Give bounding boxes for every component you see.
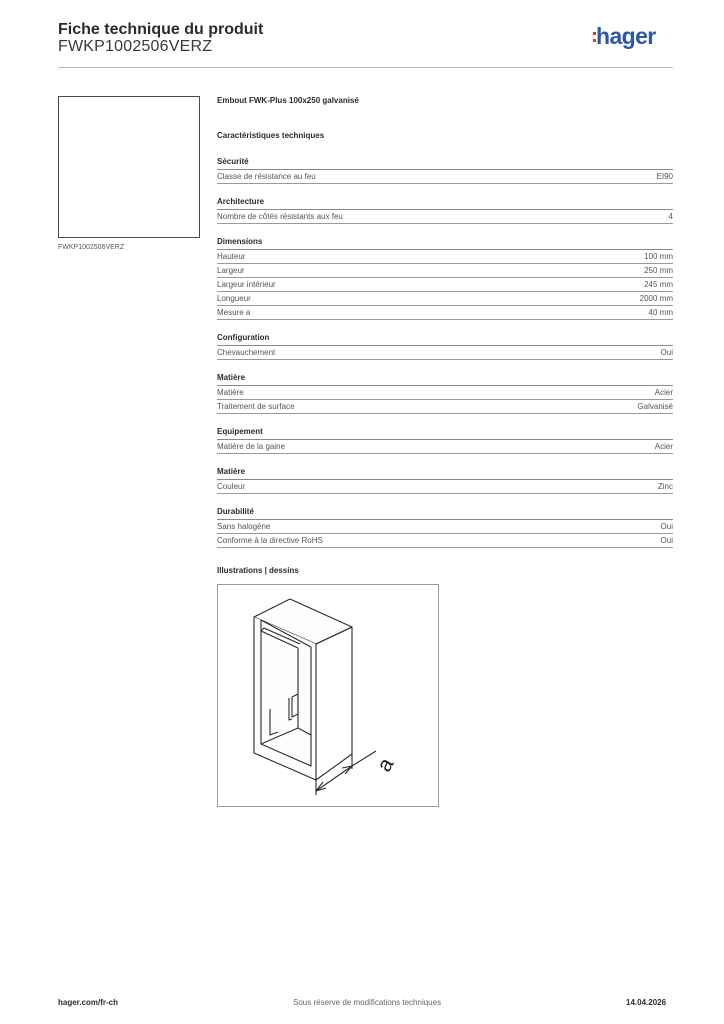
hager-logo[interactable] <box>593 25 656 48</box>
spec-value: Galvanisé <box>637 402 673 411</box>
spec-row <box>217 520 673 534</box>
product-name: Embout FWK-Plus 100x250 galvanisé <box>217 96 359 105</box>
section-title: Equipement <box>217 426 673 440</box>
specifications-panel <box>217 96 673 548</box>
spec-value: Oui <box>660 522 673 531</box>
spec-row <box>217 250 673 264</box>
characteristics-heading: Caractéristiques techniques <box>217 131 325 140</box>
section-title: Durabilité <box>217 506 673 520</box>
logo-text: hager <box>596 23 656 49</box>
end-cap-drawing <box>218 585 438 806</box>
spec-row <box>217 278 673 292</box>
spec-row <box>217 534 673 548</box>
spec-label: Longueur <box>217 294 251 303</box>
spec-section <box>217 236 673 320</box>
spec-section <box>217 156 673 184</box>
product-code-heading: FWKP1002506VERZ <box>58 38 213 55</box>
illustrations-heading: Illustrations | dessins <box>217 566 299 575</box>
spec-sections <box>217 156 673 548</box>
spec-value: Acier <box>654 388 673 397</box>
spec-label: Sans halogène <box>217 522 271 531</box>
spec-label: Largeur <box>217 266 245 275</box>
page-title: Fiche technique du produit <box>58 21 264 38</box>
spec-section <box>217 196 673 224</box>
spec-value: EI90 <box>656 172 673 181</box>
spec-label: Traitement de surface <box>217 402 295 411</box>
spec-value: Oui <box>660 348 673 357</box>
spec-label: Matière de la gaine <box>217 442 286 451</box>
section-title: Matière <box>217 372 673 386</box>
spec-label: Chevauchement <box>217 348 276 357</box>
spec-row <box>217 400 673 414</box>
spec-row <box>217 346 673 360</box>
spec-row <box>217 386 673 400</box>
illustration-frame <box>217 584 439 807</box>
spec-label: Mesure a <box>217 308 251 317</box>
spec-label: Matière <box>217 388 244 397</box>
spec-row <box>217 440 673 454</box>
spec-label: Couleur <box>217 482 246 491</box>
spec-row <box>217 480 673 494</box>
footer-disclaimer: Sous réserve de modifications techniques <box>293 998 442 1007</box>
spec-value: 245 mm <box>644 280 673 289</box>
dimension-a-label: a <box>372 754 399 776</box>
spec-row <box>217 306 673 320</box>
spec-value: 2000 mm <box>639 294 673 303</box>
spec-label: Largeur intérieur <box>217 280 276 289</box>
section-title: Architecture <box>217 196 673 210</box>
spec-value: 4 <box>668 212 673 221</box>
spec-row <box>217 264 673 278</box>
section-title: Dimensions <box>217 236 673 250</box>
spec-row <box>217 210 673 224</box>
spec-row <box>217 292 673 306</box>
spec-section <box>217 466 673 494</box>
spec-section <box>217 332 673 360</box>
spec-section <box>217 506 673 548</box>
footer-date: 14.04.2026 <box>626 998 667 1007</box>
spec-label: Nombre de côtés résistants aux feu <box>217 212 343 221</box>
section-title: Sécurité <box>217 156 673 170</box>
spec-label: Conforme à la directive RoHS <box>217 536 323 545</box>
spec-label: Hauteur <box>217 252 246 261</box>
header-divider <box>58 67 673 68</box>
spec-value: 100 mm <box>644 252 673 261</box>
section-title: Configuration <box>217 332 673 346</box>
spec-label: Classe de résistance au feu <box>217 172 316 181</box>
product-image-caption: FWKP1002506VERZ <box>58 244 125 251</box>
spec-section <box>217 372 673 414</box>
product-image-placeholder <box>58 96 200 238</box>
spec-value: Acier <box>654 442 673 451</box>
spec-value: Oui <box>660 536 673 545</box>
spec-value: Zinc <box>657 482 673 491</box>
spec-section <box>217 426 673 454</box>
footer-website-link[interactable]: hager.com/fr-ch <box>58 998 119 1007</box>
spec-value: 250 mm <box>644 266 673 275</box>
section-title: Matière <box>217 466 673 480</box>
spec-row <box>217 170 673 184</box>
spec-value: 40 mm <box>648 308 673 317</box>
